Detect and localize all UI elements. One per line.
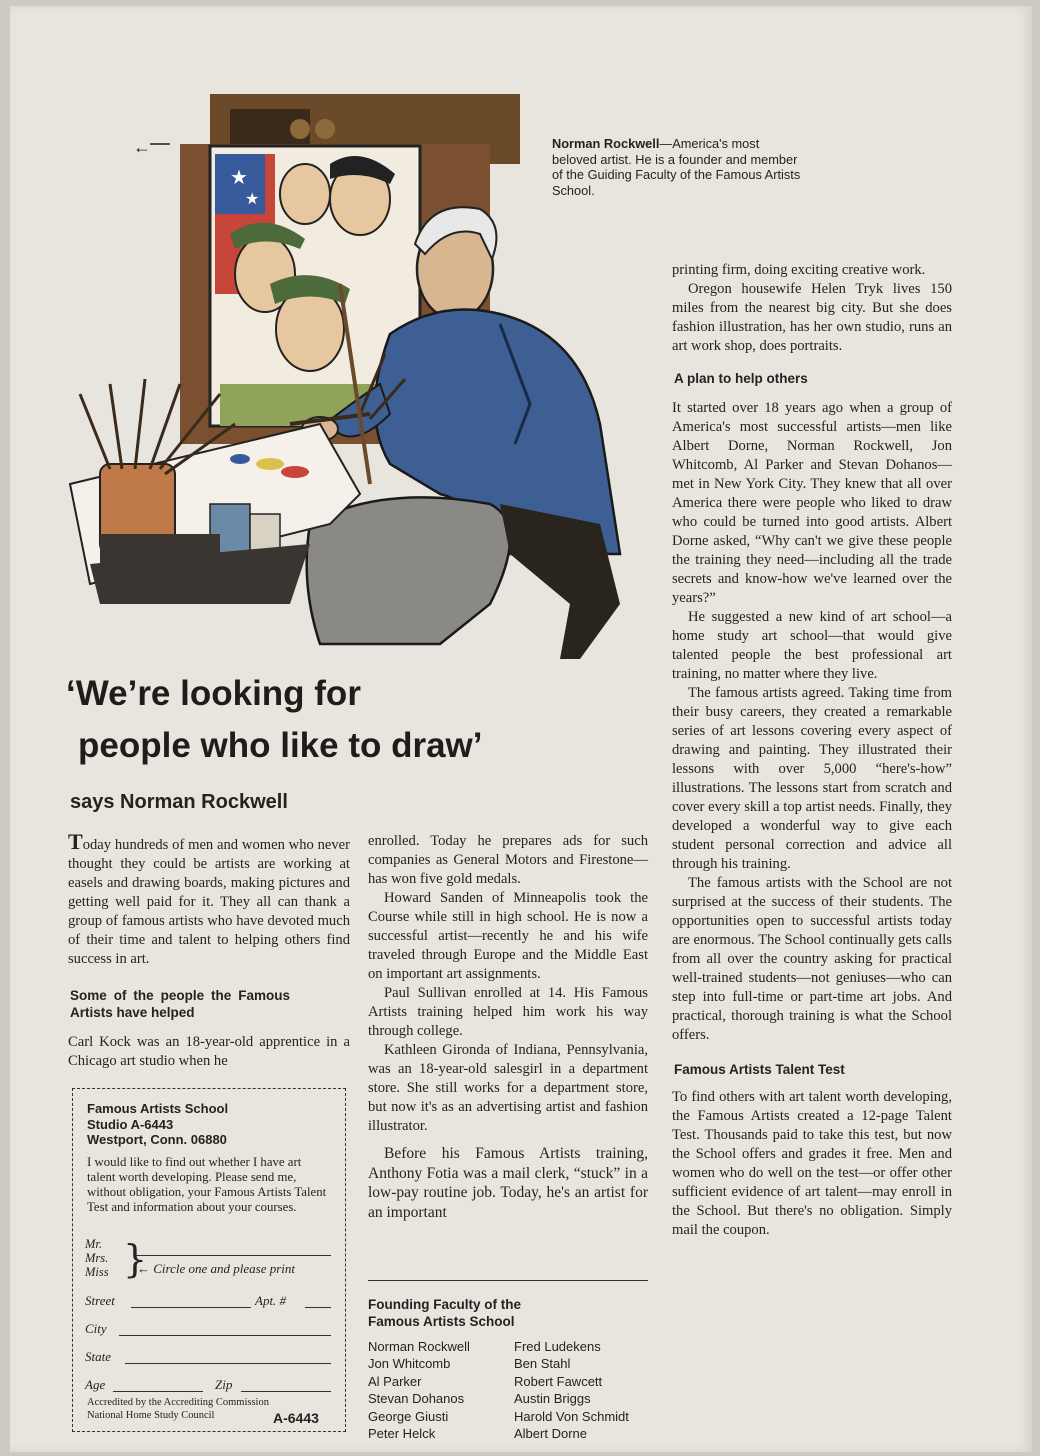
faculty-name: Fred Ludekens [514, 1339, 601, 1354]
faculty-right [514, 1338, 629, 1442]
svg-text:★: ★ [230, 165, 248, 189]
byline: says Norman Rockwell [70, 791, 288, 813]
col3-paragraph-6: The famous artists with the School are not surprised at the success of their students. The opportunities open to successful artists today are enormous. The School continually gets calls from all over the country asking for practical well-trained students—not geniuses—who can step into full-time or part-time art jobs. And practical, thorough training is what the School offers. [672, 875, 952, 1043]
faculty-name: Peter Helck [368, 1426, 436, 1442]
col3-paragraph-1: printing firm, doing exciting creative work. [672, 262, 926, 278]
col2-paragraph-2: Howard Sanden of Minneapolis took the Course while still in high school. He is now a successful artist—recently he and his wife traveled through Europe and the Middle East on important art assignments. [368, 890, 648, 982]
street-label: Street [85, 1293, 115, 1308]
faculty-divider [368, 1280, 648, 1281]
city-label: City [85, 1321, 107, 1336]
headline [66, 668, 666, 772]
faculty-left [368, 1338, 470, 1442]
faculty-name: Austin Briggs [514, 1391, 591, 1407]
pointer-arrow: ← [133, 137, 151, 157]
col3-paragraph-7: To find others with art talent worth developing, the Famous Artists created a 12-page Talent Test. Thousands paid to take this test, but now the School offers and grades it free. Men and women who do well on the test—or offer other sufficient evidence of art talent—may enroll in the School. But there's no obligation. Simply mail the coupon. [672, 1089, 952, 1238]
caption-text: —America's most beloved artist. He is a founder and member of the Guiding Faculty of the Famous Artists School. [552, 136, 801, 198]
state-line[interactable] [125, 1363, 331, 1364]
coupon-city: Westport, Conn. 06880 [87, 1132, 227, 1147]
name-line[interactable] [135, 1255, 331, 1256]
coupon-school: Famous Artists School [87, 1101, 229, 1116]
col1-paragraph-2: Carl Kock was an 18-year-old apprentice in a Chicago art studio when he [68, 1034, 350, 1069]
column-2 [368, 832, 648, 1222]
faculty-name: Jon Whitcomb [368, 1356, 451, 1372]
age-label: Age [85, 1377, 106, 1392]
faculty-name: Ben Stahl [514, 1356, 571, 1372]
faculty-title: Founding Faculty of the Famous Artists School [368, 1297, 521, 1329]
faculty-name: Norman Rockwell [368, 1339, 470, 1354]
faculty-name: George Giusti [368, 1408, 449, 1424]
col2-paragraph-5: Before his Famous Artists training, Anthony Fotia was a mail clerk, “stuck” in a low-pay routine job. Today, he's an artist for an important [368, 1145, 648, 1221]
subhead-plan: A plan to help others [674, 371, 808, 386]
column-1 [68, 829, 350, 1071]
title-mr[interactable]: Mr. [85, 1237, 103, 1251]
coupon-studio: Studio A-6443 [87, 1116, 174, 1132]
caption-name: Norman Rockwell [552, 136, 660, 151]
col2-paragraph-3: Paul Sullivan enrolled at 14. His Famous Artists training helped him work his way through college. [368, 985, 648, 1039]
headline-line2: people who like to draw’ [78, 726, 483, 765]
street-line[interactable] [131, 1307, 251, 1308]
faculty-name: Robert Fawcett [514, 1373, 603, 1389]
intro-paragraph: oday hundreds of men and women who never thought they could be artists are working at easels and drawing boards, making pictures and getting well paid for it. They all can thank a group of famous artists who have devoted much of their time and talent to helping others find success in art. [68, 837, 350, 967]
title-miss[interactable]: Miss [85, 1265, 109, 1279]
title-mrs[interactable]: Mrs. [85, 1251, 109, 1265]
illustration-caption [552, 136, 802, 198]
apt-line[interactable] [305, 1307, 331, 1308]
apt-label: Apt. # [255, 1293, 287, 1308]
intro-dropcap: T [68, 829, 83, 854]
svg-text:★: ★ [245, 189, 260, 208]
faculty-name: Albert Dorne [514, 1426, 587, 1442]
state-label: State [85, 1349, 111, 1364]
col3-paragraph-3: It started over 18 years ago when a group of America's most successful artists—men like Albert Dorne, Norman Rockwell, Jon Whitcomb, Al Parker and Stevan Dohanos—met in New York City. They knew that all over America there were people who liked to draw who could be turned into good artists. Albert Dorne asked, “Why can't we give these people the training they need—including all the trade secrets and know-how we've learned over the years?” [672, 400, 952, 606]
col3-paragraph-5: The famous artists agreed. Taking time from their busy careers, they created a remarkable series of art lessons covering every aspect of drawing and painting. They illustrated their lessons with over 5,000 “here's-how” illustrations. The lessons start from scratch and cover every skill a top artist needs. Finally, they developed a wonderful way to give each student personal correction and advice all through his training. [672, 685, 952, 872]
circle-note: ← Circle one and please print [137, 1261, 296, 1276]
faculty-name: Stevan Dohanos [368, 1391, 465, 1407]
faculty-name: Harold Von Schmidt [514, 1408, 629, 1424]
col3-paragraph-4: He suggested a new kind of art school—a home study art school—that would give talented people the best professional art training, no matter where they live. [672, 609, 952, 682]
magazine-page [10, 6, 1032, 1452]
coupon-code: A-6443 [273, 1410, 319, 1426]
headline-line1: ‘We’re looking for [66, 674, 361, 713]
zip-label: Zip [215, 1377, 233, 1392]
age-line[interactable] [113, 1391, 203, 1392]
city-line[interactable] [119, 1335, 331, 1336]
col2-paragraph-4: Kathleen Gironda of Indiana, Pennsylvania, was an 18-year-old salesgirl in a department store. She still works for a department store, but now it's as an advertising artist and fashion illustrator. [368, 1042, 648, 1134]
faculty-name: Al Parker [368, 1373, 422, 1389]
zip-line[interactable] [241, 1391, 331, 1392]
coupon-request: I would like to find out whether I have art talent worth developing. Please send me, without obligation, your Famous Artists Talent Test and information about your courses. [87, 1155, 327, 1214]
col2-paragraph-1: enrolled. Today he prepares ads for such companies as General Motors and Firestone—has won five gold medals. [368, 833, 648, 887]
coupon [72, 1088, 346, 1432]
column-3 [672, 261, 952, 1240]
brace-icon: } [123, 1237, 148, 1281]
subhead-talent-test: Famous Artists Talent Test [674, 1062, 845, 1077]
subhead-helped: Some of the people the Famous Artists have helped [70, 988, 290, 1020]
accredited-note: Accredited by the Accrediting Commission National Home Study Council [87, 1397, 269, 1421]
col3-paragraph-2: Oregon housewife Helen Tryk lives 150 miles from the nearest big city. But she does fashion illustration, has her own studio, runs an art work shop, does portraits. [672, 281, 952, 354]
